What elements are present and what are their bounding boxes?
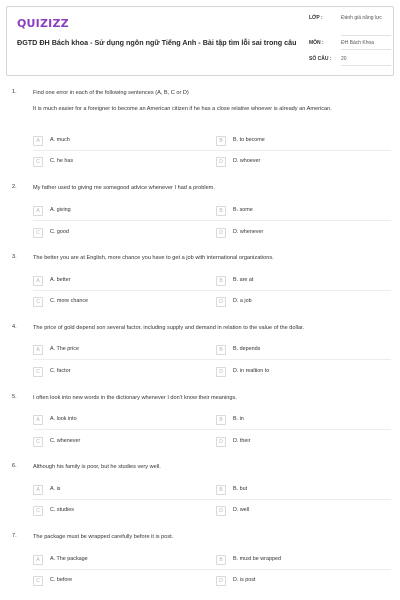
option-a[interactable] (33, 135, 183, 148)
option-a[interactable] (33, 554, 183, 567)
option-a[interactable] (33, 484, 183, 497)
option-d[interactable] (216, 296, 366, 309)
option-d[interactable] (216, 436, 366, 449)
option-letter-box[interactable]: C (33, 228, 43, 238)
option-letter-box[interactable]: B (216, 136, 226, 146)
question-text: Find one error in each of the following sentences (A, B, C or D) (33, 90, 189, 96)
option-text: A. better (50, 277, 71, 283)
divider (341, 65, 391, 66)
option-c[interactable] (33, 156, 183, 169)
option-text: A. The price (50, 346, 79, 352)
option-text: C. whenever (50, 438, 81, 444)
option-b[interactable] (216, 554, 366, 567)
divider (33, 359, 391, 360)
divider (33, 499, 391, 500)
option-text: C. he has (50, 158, 74, 164)
divider (33, 150, 391, 151)
option-letter-box[interactable]: D (216, 367, 226, 377)
meta-label: LỚP : (309, 15, 323, 21)
option-a[interactable] (33, 344, 183, 357)
option-text: B. depends (233, 346, 261, 352)
question-text: My father used to giving me somegood advice whenever I had a problem. (33, 185, 215, 191)
option-letter-box[interactable]: D (216, 437, 226, 447)
option-letter-box[interactable]: A (33, 555, 43, 565)
option-text: A. giving (50, 207, 71, 213)
option-letter-box[interactable]: C (33, 297, 43, 307)
option-text: D. well (233, 507, 250, 513)
question-number: 2. (12, 184, 17, 190)
option-letter-box[interactable]: D (216, 297, 226, 307)
option-letter-box[interactable]: C (33, 506, 43, 516)
option-d[interactable] (216, 575, 366, 588)
option-letter-box[interactable]: A (33, 485, 43, 495)
question-text: I often look into new words in the dictionary whenever I don't know their meanings. (33, 395, 237, 401)
option-b[interactable] (216, 275, 366, 288)
question-number: 1. (12, 89, 17, 95)
meta-value: ĐH Bách Khoa (341, 40, 375, 46)
worksheet-title: ĐGTD ĐH Bách khoa - Sử dụng ngôn ngữ Tiếng Anh - Bài tập tìm lỗi sai trong câu (17, 38, 297, 47)
option-letter-box[interactable]: B (216, 485, 226, 495)
meta-value: 20 (341, 56, 347, 62)
option-text: D. their (233, 438, 251, 444)
option-c[interactable] (33, 366, 183, 379)
option-c[interactable] (33, 436, 183, 449)
option-a[interactable] (33, 414, 183, 427)
option-b[interactable] (216, 414, 366, 427)
option-d[interactable] (216, 156, 366, 169)
option-text: C. factor (50, 368, 71, 374)
option-c[interactable] (33, 227, 183, 240)
option-c[interactable] (33, 505, 183, 518)
option-letter-box[interactable]: A (33, 136, 43, 146)
option-text: A. look into (50, 416, 77, 422)
option-letter-box[interactable]: C (33, 157, 43, 167)
question-text: Although his family is poor, but he studies very well. (33, 464, 161, 470)
option-letter-box[interactable]: A (33, 415, 43, 425)
option-letter-box[interactable]: D (216, 506, 226, 516)
option-a[interactable] (33, 205, 183, 218)
option-letter-box[interactable]: D (216, 576, 226, 586)
question-number: 3. (12, 254, 17, 260)
option-text: B. but (233, 486, 248, 492)
option-a[interactable] (33, 275, 183, 288)
option-letter-box[interactable]: B (216, 345, 226, 355)
option-text: D. whenever (233, 229, 264, 235)
option-letter-box[interactable]: D (216, 157, 226, 167)
divider (33, 569, 391, 570)
option-text: D. is post (233, 577, 256, 583)
option-text: D. in realtion to (233, 368, 270, 374)
divider (33, 429, 391, 430)
option-text: C. studies (50, 507, 74, 513)
worksheet-header (6, 6, 394, 76)
question-number: 6. (12, 463, 17, 469)
question-number: 7. (12, 533, 17, 539)
question-number: 4. (12, 324, 17, 330)
option-letter-box[interactable]: A (33, 206, 43, 216)
divider (33, 220, 391, 221)
option-d[interactable] (216, 505, 366, 518)
option-letter-box[interactable]: C (33, 437, 43, 447)
option-text: C. more chance (50, 298, 89, 304)
question-number: 5. (12, 394, 17, 400)
option-d[interactable] (216, 227, 366, 240)
option-letter-box[interactable]: B (216, 415, 226, 425)
meta-label: MÔN : (309, 40, 324, 46)
option-text: A. The package (50, 556, 88, 562)
option-text: A. much (50, 137, 70, 143)
option-text: D. whoever (233, 158, 261, 164)
option-letter-box[interactable]: C (33, 576, 43, 586)
option-text: C. before (50, 577, 73, 583)
option-d[interactable] (216, 366, 366, 379)
quizizz-logo: QUIZIZZ (17, 17, 69, 30)
divider (33, 290, 391, 291)
option-text: B. are at (233, 277, 254, 283)
option-text: D. a job (233, 298, 252, 304)
option-b[interactable] (216, 344, 366, 357)
option-b[interactable] (216, 135, 366, 148)
option-text: B. some (233, 207, 253, 213)
meta-label: SỐ CÂU : (309, 56, 332, 62)
divider (341, 49, 391, 50)
option-letter-box[interactable]: D (216, 228, 226, 238)
option-c[interactable] (33, 296, 183, 309)
divider (341, 35, 391, 36)
option-letter-box[interactable]: A (33, 345, 43, 355)
option-text: C. good (50, 229, 69, 235)
option-b[interactable] (216, 205, 366, 218)
question-text: The price of gold depend son several factor, including supply and demand in relation to the value of the dollar. (33, 325, 305, 331)
option-c[interactable] (33, 575, 183, 588)
option-letter-box[interactable]: A (33, 276, 43, 286)
option-letter-box[interactable]: B (216, 206, 226, 216)
option-text: B. in (233, 416, 244, 422)
option-text: B. to become (233, 137, 265, 143)
question-text: The better you are at English, more chance you have to get a job with international organizations. (33, 255, 274, 261)
option-b[interactable] (216, 484, 366, 497)
option-letter-box[interactable]: B (216, 555, 226, 565)
option-text: A. is (50, 486, 61, 492)
option-letter-box[interactable]: B (216, 276, 226, 286)
question-text: The package must be wrapped carefully before it is post. (33, 534, 174, 540)
question-sentence: It is much easier for a foreigner to become an American citizen if he has a close relative whoever is already an American. (33, 106, 332, 112)
option-letter-box[interactable]: C (33, 367, 43, 377)
meta-value: Đánh giá năng lực (341, 15, 382, 21)
option-text: B. must be wrapped (233, 556, 281, 562)
